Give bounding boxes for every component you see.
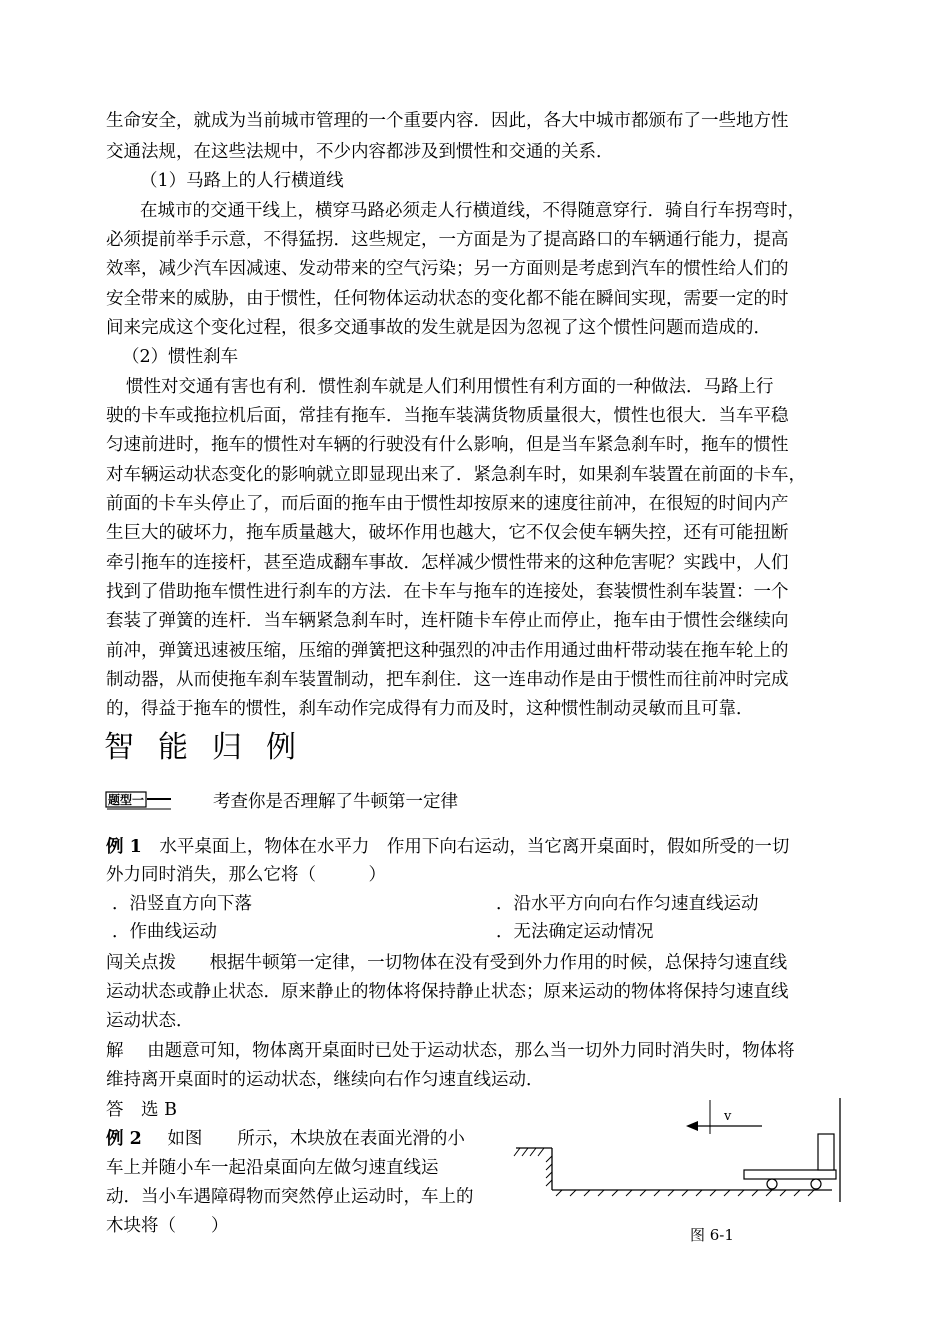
section-heading: 智能归例 xyxy=(104,730,320,765)
topic-badge-graphic xyxy=(105,790,173,810)
figure-cart-diagram xyxy=(512,1096,852,1246)
paragraph-line: 制动器，从而使拖车刹车装置制动，把车刹住．这一连串动作是由于惯性而往前冲时完成 xyxy=(106,670,789,690)
paragraph-line: 套装了弹簧的连杆．当车辆紧急刹车时，连杆随卡车停止而停止，拖车由于惯性会继续向 xyxy=(106,611,789,631)
hint-label: 闯关点拨 xyxy=(106,953,176,973)
paragraph-line: 生巨大的破坏力，拖车质量越大，破坏作用也越大，它不仅会使车辆失控，还有可能扭断 xyxy=(106,523,789,543)
figure-caption: 图 6-1 xyxy=(690,1226,734,1244)
example-text: 木块将（ ） xyxy=(106,1216,229,1236)
option-c: ．作曲线运动 xyxy=(112,922,217,942)
example-text: 车上并随小车一起沿桌面向左做匀速直线运 xyxy=(106,1158,439,1178)
answer-text: 答 选 B xyxy=(106,1100,177,1120)
hint-line xyxy=(106,950,787,976)
paragraph-line: 必须提前举手示意，不得猛拐．这些规定，一方面是为了提高路口的车辆通行能力，提高 xyxy=(106,230,789,250)
floor xyxy=(552,1190,832,1196)
example-text: 外力同时消失，那么它将（ ） xyxy=(106,865,386,885)
option-a: ．沿竖直方向下落 xyxy=(112,894,252,914)
hint-text: 运动状态或静止状态．原来静止的物体将保持静止状态；原来运动的物体将保持匀速直线 xyxy=(106,982,789,1002)
paragraph-line: 找到了借助拖车惯性进行刹车的方法．在卡车与拖车的连接处，套装惯性刹车装置：一个 xyxy=(106,582,789,602)
paragraph-line: 对车辆运动状态变化的影响就立即显现出来了．紧急刹车时，如果刹车装置在前面的卡车， xyxy=(106,465,806,485)
paragraph-line: 生命安全，就成为当前城市管理的一个重要内容．因此，各大中城市都颁布了一些地方性 xyxy=(106,111,789,131)
paragraph-line: 前面的卡车头停止了，而后面的拖车由于惯性却按原来的速度往前冲，在很短的时间内产 xyxy=(106,494,789,514)
wood-block xyxy=(818,1134,834,1170)
barrier-hatching xyxy=(514,1148,552,1190)
topic-title: 考查你是否理解了牛顿第一定律 xyxy=(213,792,458,812)
example-label: 例 1 xyxy=(106,837,142,857)
cart xyxy=(744,1170,836,1189)
topic-badge-label: 题型一 xyxy=(107,793,145,807)
paragraph-line: 匀速前进时，拖车的惯性对车辆的行驶没有什么影响，但是当车紧急刹车时，拖车的惯性 xyxy=(106,435,789,455)
option-b: ．沿水平方向向右作匀速直线运动 xyxy=(496,894,759,914)
hint-text: 运动状态． xyxy=(106,1011,194,1031)
option-d: ．无法确定运动情况 xyxy=(496,922,654,942)
solution-line xyxy=(106,1038,795,1064)
velocity-label: v xyxy=(724,1109,732,1124)
velocity-arrow xyxy=(686,1100,762,1134)
paragraph-line: 安全带来的威胁，由于惯性，任何物体运动状态的变化都不能在瞬间实现，需要一定的时 xyxy=(106,289,789,309)
example-label: 例 2 xyxy=(106,1129,142,1149)
example-text: 动．当小车遇障碍物而突然停止运动时，车上的 xyxy=(106,1187,474,1207)
example-1-line xyxy=(106,834,789,860)
paragraph-line: 在城市的交通干线上，横穿马路必须走人行横道线，不得随意穿行．骑自行车拐弯时， xyxy=(140,201,805,221)
example-text: 水平桌面上，物体在水平力 作用下向右运动，当它离开桌面时，假如所受的一切 xyxy=(159,837,790,857)
solution-text: 维持离开桌面时的运动状态，继续向右作匀速直线运动． xyxy=(106,1070,544,1090)
paragraph-line: 间来完成这个变化过程，很多交通事故的发生就是因为忽视了这个惯性问题而造成的． xyxy=(106,318,771,338)
paragraph-line: 惯性对交通有害也有利．惯性刹车就是人们利用惯性有利方面的一种做法．马路上行 xyxy=(126,377,774,397)
section-title: （2）惯性刹车 xyxy=(122,347,239,367)
paragraph-line: 交通法规，在这些法规中，不少内容都涉及到惯性和交通的关系． xyxy=(106,142,614,162)
paragraph-line: 牵引拖车的连接杆，甚至造成翻车事故．怎样减少惯性带来的这种危害呢？实践中，人们 xyxy=(106,553,789,573)
example-2-line xyxy=(106,1126,465,1152)
solution-label: 解 xyxy=(106,1041,124,1061)
paragraph-line: 的，得益于拖车的惯性，刹车动作完成得有力而及时，这种惯性制动灵敏而且可靠． xyxy=(106,699,754,719)
solution-text: 由题意可知，物体离开桌面时已处于运动状态，那么当一切外力同时消失时，物体将 xyxy=(147,1041,795,1061)
topic-badge xyxy=(105,790,173,810)
paragraph-line: 前冲，弹簧迅速被压缩，压缩的弹簧把这种强烈的冲击作用通过曲杆带动装在拖车轮上的 xyxy=(106,641,789,661)
paragraph-line: 效率，减少汽车因减速、发动带来的空气污染；另一方面则是考虑到汽车的惯性给人们的 xyxy=(106,259,789,279)
hint-text: 根据牛顿第一定律，一切物体在没有受到外力作用的时候，总保持匀速直线 xyxy=(209,953,788,973)
section-title: （1）马路上的人行横道线 xyxy=(140,171,344,191)
paragraph-line: 驶的卡车或拖拉机后面，常挂有拖车．当拖车装满货物质量很大，惯性也很大．当车平稳 xyxy=(106,406,789,426)
example-text: 如图 所示，木块放在表面光滑的小 xyxy=(167,1129,465,1149)
